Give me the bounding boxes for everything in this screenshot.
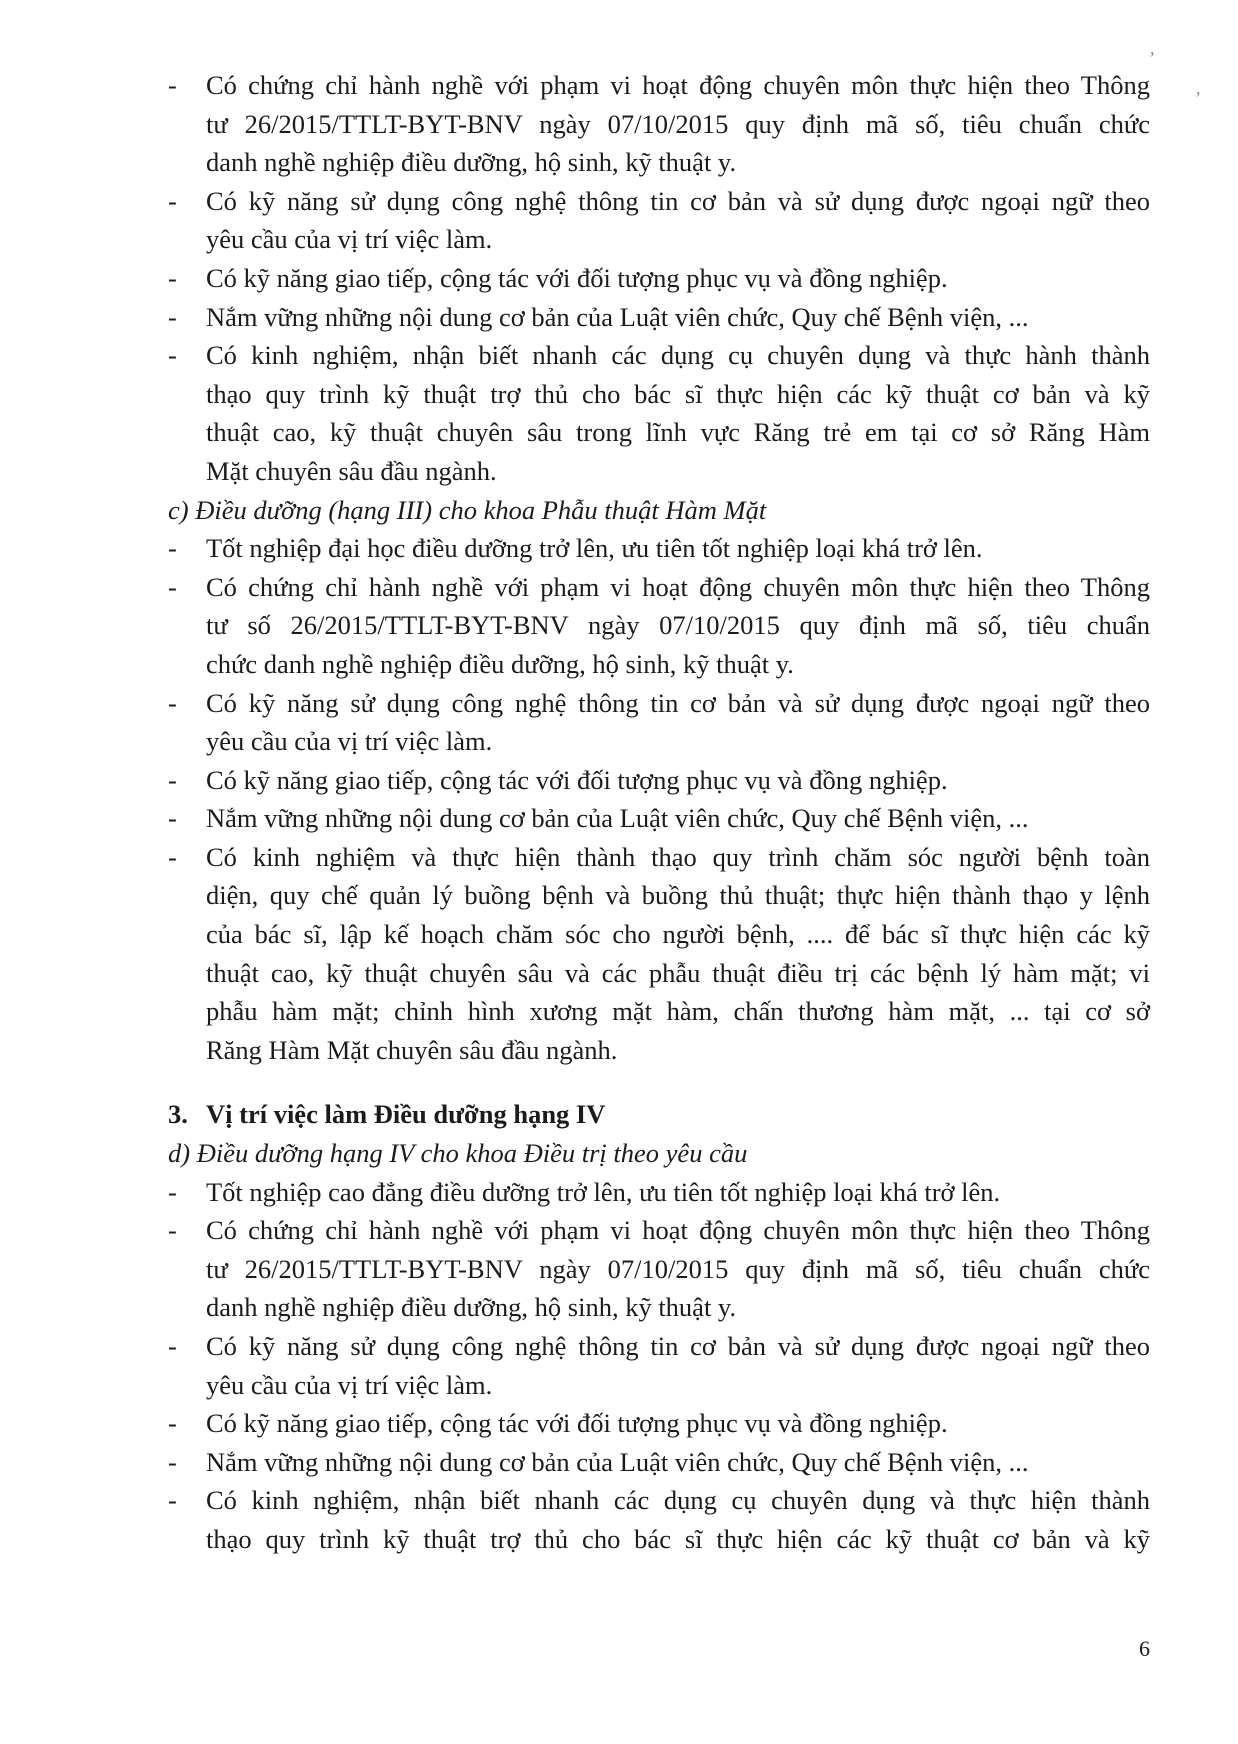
- section-heading: [168, 1095, 1150, 1134]
- bullet-line: [168, 684, 1150, 723]
- bullet-dash: -: [168, 533, 177, 564]
- bullet-dash: -: [168, 571, 177, 602]
- section-title: Vị trí việc làm Điều dưỡng hạng IV: [206, 1099, 606, 1130]
- continuation-text: thuật cao, kỹ thuật chuyên sâu trong lĩnh vực Răng trẻ em tại cơ sở Răng Hàm: [206, 417, 1150, 448]
- bullet-line: [168, 1404, 1150, 1443]
- section-number: 3.: [168, 1099, 188, 1130]
- bullet-text: Có kinh nghiệm và thực hiện thành thạo quy trình chăm sóc người bệnh toàn: [206, 841, 1150, 872]
- bullet-text: Nắm vững những nội dung cơ bản của Luật viên chức, Quy chế Bệnh viện, ...: [206, 1446, 1029, 1477]
- continuation-text: danh nghề nghiệp điều dưỡng, hộ sinh, kỹ thuật y.: [206, 147, 737, 178]
- bullet-text: Có kỹ năng giao tiếp, cộng tác với đối tượng phục vụ và đồng nghiệp.: [206, 764, 948, 795]
- bullet-line: [168, 1481, 1150, 1520]
- subsection-label: [168, 491, 1150, 530]
- document-body: [168, 66, 1150, 1559]
- continuation-line: [168, 413, 1150, 452]
- continuation-text: Mặt chuyên sâu đầu ngành.: [206, 455, 497, 486]
- bullet-text: Có kỹ năng sử dụng công nghệ thông tin cơ bản và sử dụng được ngoại ngữ theo: [206, 687, 1150, 718]
- bullet-dash: -: [168, 841, 177, 872]
- continuation-line: [168, 992, 1150, 1031]
- continuation-line: [168, 105, 1150, 144]
- bullet-line: [168, 838, 1150, 877]
- bullet-line: [168, 336, 1150, 375]
- bullet-line: [168, 1211, 1150, 1250]
- bullet-dash: -: [168, 1485, 177, 1516]
- continuation-text: tư số 26/2015/TTLT-BYT-BNV ngày 07/10/2015 quy định mã số, tiêu chuẩn: [206, 610, 1150, 641]
- bullet-line: [168, 761, 1150, 800]
- continuation-line: [168, 1288, 1150, 1327]
- bullet-text: Tốt nghiệp cao đẳng điều dưỡng trở lên, ưu tiên tốt nghiệp loại khá trở lên.: [206, 1176, 1001, 1207]
- bullet-line: [168, 182, 1150, 221]
- bullet-line: [168, 1327, 1150, 1366]
- continuation-text: diện, quy chế quản lý buồng bệnh và buồng thủ thuật; thực hiện thành thạo y lệnh: [206, 880, 1150, 911]
- bullet-dash: -: [168, 1176, 177, 1207]
- bullet-dash: -: [168, 1446, 177, 1477]
- bullet-text: Có kỹ năng giao tiếp, cộng tác với đối tượng phục vụ và đồng nghiệp.: [206, 262, 948, 293]
- paragraph-gap: [168, 1069, 1150, 1095]
- continuation-text: thạo quy trình kỹ thuật trợ thủ cho bác sĩ thực hiện các kỹ thuật cơ bản và kỹ: [206, 378, 1150, 409]
- continuation-line: [168, 220, 1150, 259]
- bullet-text: Có kỹ năng giao tiếp, cộng tác với đối tượng phục vụ và đồng nghiệp.: [206, 1408, 948, 1439]
- continuation-text: danh nghề nghiệp điều dưỡng, hộ sinh, kỹ thuật y.: [206, 1292, 737, 1323]
- bullet-dash: -: [168, 301, 177, 332]
- bullet-text: Có kinh nghiệm, nhận biết nhanh các dụng cụ chuyên dụng và thực hành thành: [206, 340, 1150, 371]
- page-number: 6: [1139, 1636, 1150, 1661]
- bullet-dash: -: [168, 1215, 177, 1246]
- bullet-line: [168, 259, 1150, 298]
- continuation-text: chức danh nghề nghiệp điều dưỡng, hộ sinh, kỹ thuật y.: [206, 648, 794, 679]
- continuation-text: yêu cầu của vị trí việc làm.: [206, 726, 493, 757]
- bullet-line: [168, 66, 1150, 105]
- bullet-line: [168, 568, 1150, 607]
- continuation-line: [168, 606, 1150, 645]
- continuation-line: [168, 645, 1150, 684]
- bullet-line: [168, 529, 1150, 568]
- continuation-text: của bác sĩ, lập kế hoạch chăm sóc cho người bệnh, .... để bác sĩ thực hiện các kỹ: [206, 919, 1150, 950]
- subsection-label-text: c) Điều dưỡng (hạng III) cho khoa Phẫu thuật Hàm Mặt: [168, 494, 767, 525]
- continuation-line: [168, 722, 1150, 761]
- continuation-line: [168, 915, 1150, 954]
- bullet-text: Có kỹ năng sử dụng công nghệ thông tin cơ bản và sử dụng được ngoại ngữ theo: [206, 1331, 1150, 1361]
- continuation-text: thuật cao, kỹ thuật chuyên sâu và các phẫu thuật điều trị các bệnh lý hàm mặt; vi: [206, 957, 1150, 988]
- continuation-line: [168, 1031, 1150, 1070]
- subsection-label-text: d) Điều dưỡng hạng IV cho khoa Điều trị theo yêu cầu: [168, 1138, 748, 1169]
- bullet-line: [168, 1173, 1150, 1212]
- continuation-text: phẫu hàm mặt; chỉnh hình xương mặt hàm, chấn thương hàm mặt, ... tại cơ sở: [206, 996, 1150, 1027]
- subsection-label: [168, 1134, 1150, 1173]
- continuation-text: tư 26/2015/TTLT-BYT-BNV ngày 07/10/2015 quy định mã số, tiêu chuẩn chức: [206, 1253, 1150, 1284]
- bullet-dash: -: [168, 340, 177, 371]
- bullet-text: Có kinh nghiệm, nhận biết nhanh các dụng cụ chuyên dụng và thực hiện thành: [206, 1485, 1150, 1516]
- continuation-line: [168, 452, 1150, 491]
- bullet-line: [168, 1443, 1150, 1482]
- bullet-text: Có kỹ năng sử dụng công nghệ thông tin cơ bản và sử dụng được ngoại ngữ theo: [206, 185, 1150, 216]
- continuation-text: yêu cầu của vị trí việc làm.: [206, 1369, 493, 1400]
- bullet-dash: -: [168, 687, 177, 718]
- continuation-line: [168, 143, 1150, 182]
- bullet-dash: -: [168, 262, 177, 293]
- scan-mark: ,: [1150, 38, 1155, 58]
- bullet-text: Có chứng chỉ hành nghề với phạm vi hoạt động chuyên môn thực hiện theo Thông: [206, 571, 1150, 602]
- continuation-line: [168, 1366, 1150, 1405]
- continuation-text: Răng Hàm Mặt chuyên sâu đầu ngành.: [206, 1034, 618, 1065]
- bullet-dash: -: [168, 764, 177, 795]
- continuation-line: [168, 1520, 1150, 1559]
- bullet-dash: -: [168, 185, 177, 216]
- bullet-dash: -: [168, 1408, 177, 1439]
- bullet-text: Tốt nghiệp đại học điều dưỡng trở lên, ưu tiên tốt nghiệp loại khá trở lên.: [206, 533, 983, 564]
- bullet-line: [168, 799, 1150, 838]
- bullet-dash: -: [168, 803, 177, 834]
- continuation-line: [168, 375, 1150, 414]
- continuation-text: tư 26/2015/TTLT-BYT-BNV ngày 07/10/2015 quy định mã số, tiêu chuẩn chức: [206, 108, 1150, 139]
- bullet-text: Nắm vững những nội dung cơ bản của Luật viên chức, Quy chế Bệnh viện, ...: [206, 301, 1029, 332]
- bullet-text: Nắm vững những nội dung cơ bản của Luật viên chức, Quy chế Bệnh viện, ...: [206, 803, 1029, 834]
- bullet-text: Có chứng chỉ hành nghề với phạm vi hoạt động chuyên môn thực hiện theo Thông: [206, 1215, 1150, 1246]
- bullet-dash: -: [168, 1331, 177, 1361]
- continuation-text: yêu cầu của vị trí việc làm.: [206, 224, 493, 255]
- continuation-line: [168, 1250, 1150, 1289]
- bullet-dash: -: [168, 70, 177, 100]
- bullet-text: Có chứng chỉ hành nghề với phạm vi hoạt động chuyên môn thực hiện theo Thông: [206, 70, 1150, 100]
- continuation-line: [168, 876, 1150, 915]
- continuation-text: thạo quy trình kỹ thuật trợ thủ cho bác sĩ thực hiện các kỹ thuật cơ bản và kỹ: [206, 1523, 1150, 1554]
- continuation-line: [168, 954, 1150, 993]
- scan-mark: ,: [1196, 78, 1201, 98]
- bullet-line: [168, 298, 1150, 337]
